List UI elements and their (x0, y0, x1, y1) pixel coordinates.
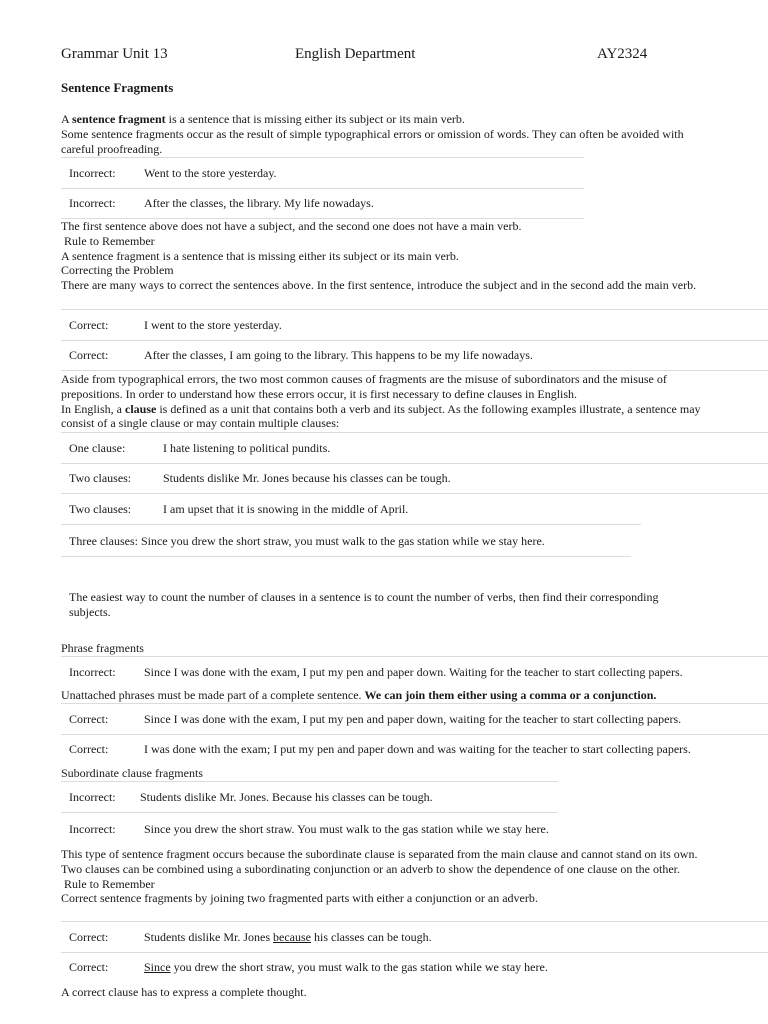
example-row (61, 157, 584, 189)
example-label: Correct: (69, 960, 109, 974)
intro-a: A (61, 112, 73, 126)
clause-label: One clause: (69, 441, 126, 455)
example-row (61, 781, 558, 813)
intro-rest: is a sentence that is missing either its subject or its main verb. (165, 112, 465, 126)
three-clauses-text: Three clauses: Since you drew the short straw, you must walk to the gas station while we stay here. (69, 534, 545, 548)
aside-text: Aside from typographical errors, the two most common causes of fragments are the misuse of subordinators and the misuse of prepositions. In order to understand how these errors occur, it is first necessary to define clauses in English. (61, 372, 667, 401)
example-label: Correct: (69, 742, 109, 756)
example-row (61, 656, 768, 687)
subordinate-explanation (61, 847, 711, 906)
example-pre: Students dislike Mr. Jones (144, 930, 274, 944)
example-text (144, 930, 432, 945)
example-text: Since I was done with the exam, I put my pen and paper down, waiting for the teacher to start collecting papers. (144, 712, 682, 726)
phrase-rule-text: Unattached phrases must be made part of a complete sentence. (61, 688, 365, 702)
clause-text: I hate listening to political pundits. (163, 441, 331, 455)
intro-term: sentence fragment (72, 112, 166, 126)
clause-label: Two clauses: (69, 471, 132, 485)
header-department: English Department (295, 46, 416, 62)
phrase-heading: Phrase fragments (61, 641, 144, 655)
example-row (61, 309, 768, 341)
rule-text: A sentence fragment is a sentence that is missing either its subject or its main verb. (61, 248, 459, 263)
example-text: Since you drew the short straw. You must walk to the gas station while we stay here. (144, 822, 549, 836)
example-post: you drew the short straw, you must walk to the gas station while we stay here. (170, 960, 548, 974)
sub-explain-text: This type of sentence fragment occurs because the subordinate clause is separated from the main clause and cannot stand on its own. Two clauses can be combined using a subordinating conjunction or an adverb to show the dependence of one clause on the other. (61, 847, 698, 876)
clause-row (61, 432, 768, 464)
example-row (61, 921, 768, 953)
example-text: Students dislike Mr. Jones. Because his classes can be tough. (140, 790, 433, 804)
count-tip: The easiest way to count the number of clauses in a sentence is to count the number of verbs, then find their corresponding subjects. (69, 590, 659, 619)
example-post: his classes can be tough. (311, 930, 432, 944)
example-label: Incorrect: (69, 196, 116, 210)
intro-line2: Some sentence fragments occur as the result of simple typographical errors or omission of words. They can often be avoided with careful proofreading. (61, 126, 684, 156)
example-label: Incorrect: (69, 665, 116, 679)
explanation-block (61, 219, 711, 293)
clause-term: clause (125, 401, 157, 416)
example-label: Correct: (69, 712, 109, 726)
example-row (61, 814, 768, 844)
example-text: I went to the store yesterday. (144, 318, 282, 332)
underlined-conjunction: Since (144, 960, 171, 974)
aside-block (61, 372, 711, 431)
explain-text: The first sentence above does not have a subject, and the second one does not have a main verb. (61, 219, 522, 233)
clause-def-a: In English, a (61, 401, 125, 416)
header-unit: Grammar Unit 13 (61, 46, 168, 62)
example-label: Incorrect: (69, 166, 116, 180)
example-label: Incorrect: (69, 822, 116, 836)
rule-heading: Rule to Remember (61, 233, 155, 248)
correcting-text: There are many ways to correct the sentences above. In the first sentence, introduce the subject and in the second add the main verb. (61, 278, 697, 293)
intro-paragraph (61, 112, 711, 156)
clause-definition (61, 402, 711, 432)
phrase-rule-bold: We can join them either using a comma or a conjunction. (364, 688, 657, 702)
closing-text: A correct clause has to express a complete thought. (61, 985, 307, 999)
clause-row (61, 463, 768, 494)
clause-row (61, 526, 631, 557)
clause-row (61, 494, 641, 525)
page-title: Sentence Fragments (61, 80, 174, 95)
example-text: Since I was done with the exam, I put my pen and paper down. Waiting for the teacher to start collecting papers. (144, 665, 683, 679)
rule-text: Correct sentence fragments by joining two fragmented parts with either a conjunction or an adverb. (61, 891, 538, 906)
example-text (144, 960, 548, 975)
clause-text: I am upset that it is snowing in the middle of April. (163, 502, 409, 516)
example-label: Correct: (69, 930, 109, 944)
example-text: I was done with the exam; I put my pen and paper down and was waiting for the teacher to start collecting papers. (144, 742, 691, 756)
clause-label: Two clauses: (69, 502, 132, 516)
example-text: After the classes, the library. My life nowadays. (144, 196, 374, 210)
subordinate-heading: Subordinate clause fragments (61, 766, 203, 780)
rule-heading: Rule to Remember (61, 876, 155, 891)
example-label: Correct: (69, 318, 109, 332)
example-row (61, 188, 584, 219)
example-label: Correct: (69, 348, 109, 362)
header-year: AY2324 (597, 46, 648, 62)
example-text: After the classes, I am going to the library. This happens to be my life nowadays. (144, 348, 533, 362)
example-row (61, 734, 768, 764)
example-row (61, 340, 768, 371)
clause-def-rest: is defined as a unit that contains both a verb and its subject. As the following examples illustrate, a sentence may consist of a single clause or may contain multiple clauses: (61, 401, 701, 431)
example-row (61, 703, 768, 735)
clause-text: Students dislike Mr. Jones because his classes can be tough. (163, 471, 451, 485)
underlined-conjunction: because (273, 930, 311, 944)
example-text: Went to the store yesterday. (144, 166, 277, 180)
example-row (61, 952, 768, 982)
correcting-heading: Correcting the Problem (61, 263, 174, 278)
example-label: Incorrect: (69, 790, 116, 804)
phrase-rule (61, 688, 656, 703)
